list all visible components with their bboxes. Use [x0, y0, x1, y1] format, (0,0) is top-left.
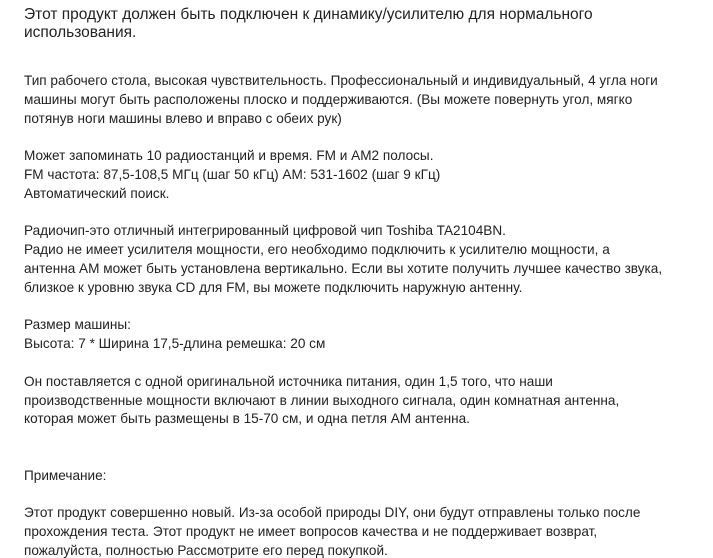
text-line: которая может быть размещены в 15-70 см, и одна петля AM антенна.: [24, 411, 470, 427]
text-line: Этот продукт совершенно новый. Из-за особой природы DIY, они будут отправлены только после: [24, 505, 641, 521]
text-line: близкое к уровню звука CD для FM, вы можете подключить наружную антенну.: [24, 279, 523, 295]
text-line: Автоматический поиск.: [24, 185, 170, 201]
heading-line: использования.: [24, 24, 137, 41]
text-line: производственные мощности включают в линии выходного сигнала, один комнатная антенна,: [24, 392, 620, 408]
text-line: Тип рабочего стола, высокая чувствительность. Профессиональный и индивидуальный, 4 угла ноги: [24, 73, 658, 88]
paragraph-desk-type: [24, 72, 704, 128]
spacer: [24, 128, 713, 147]
text-line: FM частота: 87,5-108,5 МГц (шаг 50 кГц) AM: 531-1602 (шаг 9 кГц): [24, 166, 441, 182]
paragraph-radio-chip: [24, 222, 704, 297]
text-line: потянув ноги машины влево и вправо с обеих рук): [24, 110, 342, 126]
spacer: [24, 354, 713, 373]
text-line: Радио не имеет усилителя мощности, его необходимо подключить к усилителю мощности, а: [24, 242, 610, 258]
text-line: Он поставляется с одной оригинальной источника питания, один 1,5 того, что наши: [24, 373, 553, 389]
paragraph-note-body: [24, 504, 704, 558]
text-line: прохождения теста. Этот продукт не имеет вопросов качества и не поддерживает возврат,: [24, 524, 598, 540]
paragraph-radio-stations: [24, 147, 704, 203]
text-line: антенна AM может быть установлена вертикально. Если вы хотите получить лучшее качество звука,: [24, 260, 663, 276]
text-line: Радиочип-это отличный интегрированный цифровой чип Toshiba TA2104BN.: [24, 223, 506, 239]
text-line: пожалуйста, полностью Рассмотрите его перед покупкой.: [24, 542, 388, 558]
heading-line: Этот продукт должен быть подключен к динамику/усилителю для нормального: [24, 6, 593, 23]
paragraph-dimensions: [24, 316, 704, 354]
spacer: [24, 429, 713, 467]
paragraph-note-label: [24, 467, 704, 486]
text-line: Может запоминать 10 радиостанций и время. FM и AM2 полосы.: [24, 148, 434, 164]
text-line: Высота: 7 * Ширина 17,5-длина ремешка: 20 см: [24, 336, 326, 352]
spacer: [24, 42, 713, 72]
text-line: Примечание:: [24, 467, 107, 483]
spacer: [24, 486, 713, 505]
spacer: [24, 298, 713, 317]
text-line: машины могут быть расположены плоско и поддерживаются. (Вы можете повернуть угол, мягко: [24, 91, 633, 107]
paragraph-package-contents: [24, 373, 704, 429]
notice-heading: [24, 6, 664, 42]
spacer: [24, 204, 713, 223]
text-line: Размер машины:: [24, 317, 131, 333]
